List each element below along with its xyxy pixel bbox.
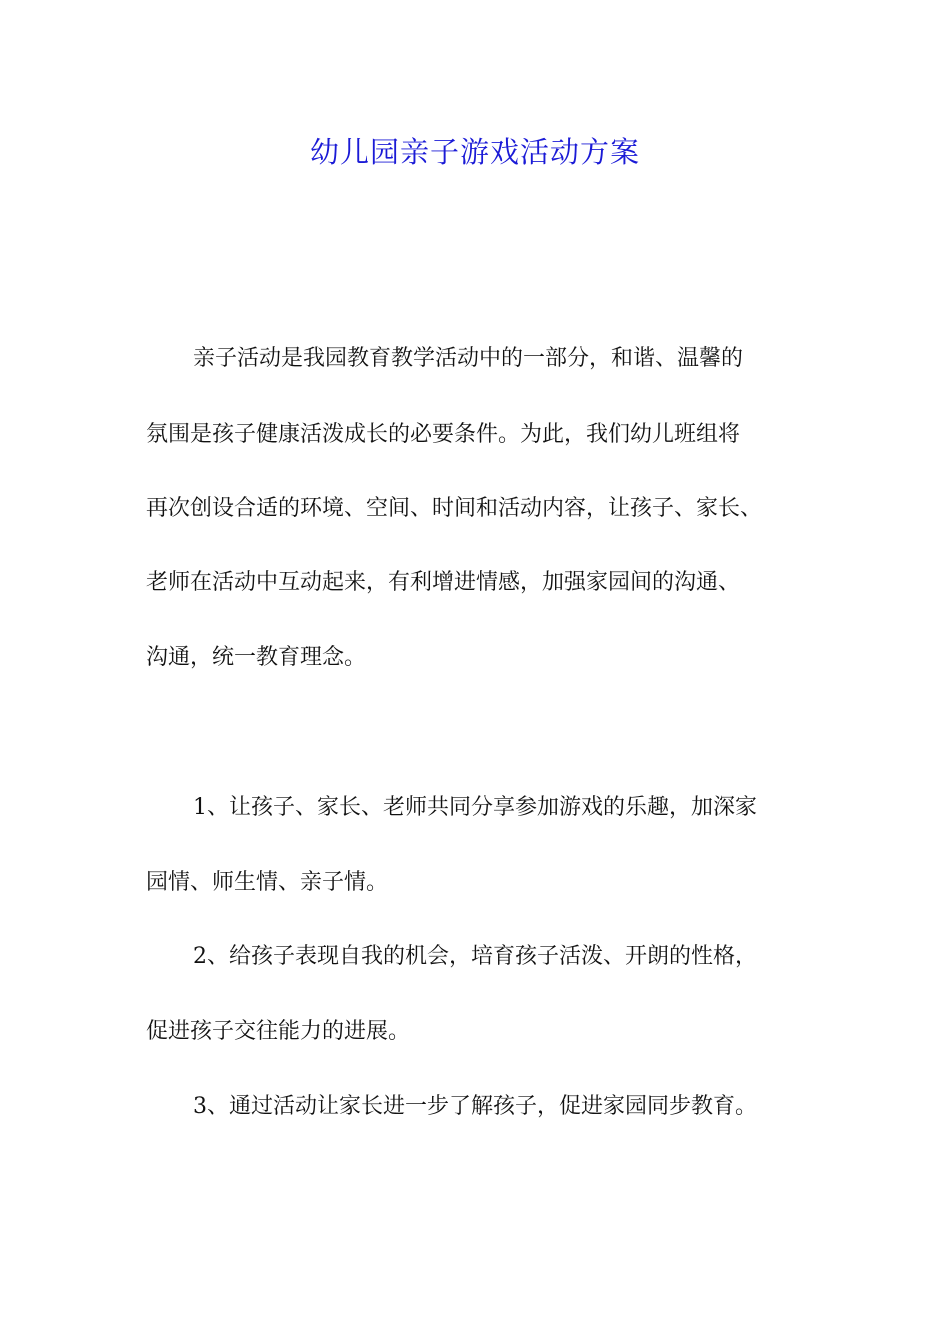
intro-line-5: 沟通，统一教育理念。 (146, 645, 367, 670)
intro-line-3: 再次创设合适的环境、空间、时间和活动内容，让孩子、家长、 (146, 496, 763, 521)
goal-3-line-1: 3、通过活动让家长进一步了解孩子，促进家园同步教育。 (193, 1094, 757, 1119)
intro-line-2: 氛围是孩子健康活泼成长的必要条件。为此，我们幼儿班组将 (146, 422, 741, 447)
intro-line-1: 亲子活动是我园教育教学活动中的一部分，和谐、温馨的 (193, 346, 744, 371)
goal-1-line-2: 园情、师生情、亲子情。 (146, 870, 389, 895)
goal-1-line-1: 1、让孩子、家长、老师共同分享参加游戏的乐趣，加深家 (193, 795, 757, 820)
intro-line-4: 老师在活动中互动起来，有利增进情感，加强家园间的沟通、 (146, 570, 741, 595)
document-title: 幼儿园亲子游戏活动方案 (309, 135, 640, 169)
goal-2-line-1: 2、给孩子表现自我的机会，培育孩子活泼、开朗的性格， (193, 944, 757, 969)
goal-2-line-2: 促进孩子交往能力的进展。 (146, 1019, 411, 1044)
